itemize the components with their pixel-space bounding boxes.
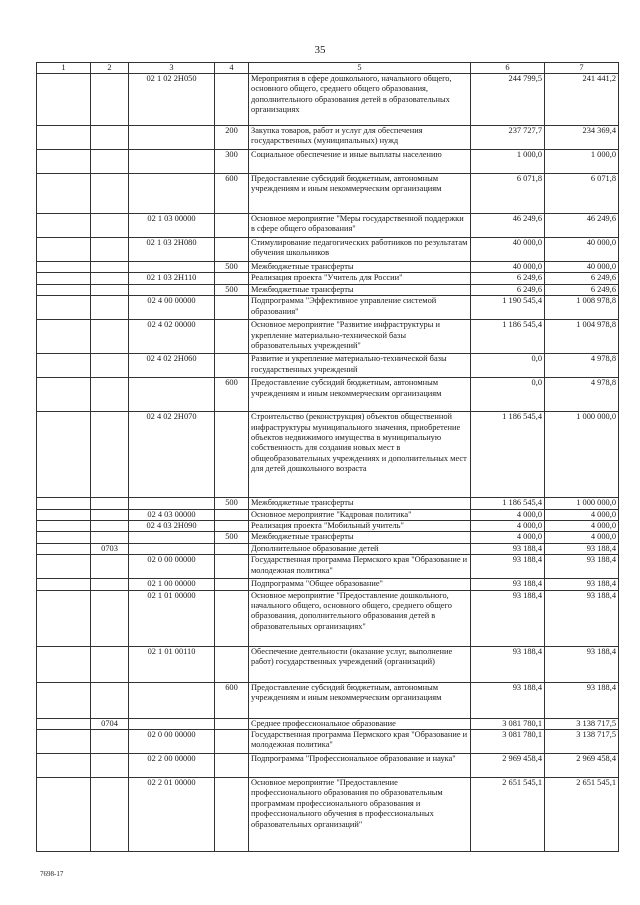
target-code-cell bbox=[129, 682, 215, 718]
target-code-cell bbox=[129, 543, 215, 554]
subsection-cell bbox=[91, 150, 129, 174]
amount-year1-cell: 4 000,0 bbox=[471, 521, 545, 532]
target-code-cell: 02 1 03 00000 bbox=[129, 214, 215, 238]
table-row bbox=[37, 273, 619, 284]
amount-year1-cell: 1 186 545,4 bbox=[471, 320, 545, 354]
target-code-cell bbox=[129, 718, 215, 729]
description-cell: Государственная программа Пермского края "Образование и молодежная политика" bbox=[249, 730, 471, 754]
description-cell: Предоставление субсидий бюджетным, автономным учреждениям и иным некоммерческим организациям bbox=[249, 682, 471, 718]
section-cell bbox=[37, 521, 91, 532]
amount-year1-cell: 4 000,0 bbox=[471, 509, 545, 520]
amount-year2-cell: 93 188,4 bbox=[545, 579, 619, 590]
amount-year1-cell: 93 188,4 bbox=[471, 543, 545, 554]
section-cell bbox=[37, 682, 91, 718]
target-code-cell: 02 2 00 00000 bbox=[129, 754, 215, 778]
table-row bbox=[37, 238, 619, 262]
expense-type-cell bbox=[215, 555, 249, 579]
amount-year1-cell: 0,0 bbox=[471, 378, 545, 412]
section-cell bbox=[37, 214, 91, 238]
target-code-cell bbox=[129, 150, 215, 174]
section-cell bbox=[37, 378, 91, 412]
col-header-5: 5 bbox=[249, 63, 471, 74]
expense-type-cell: 500 bbox=[215, 284, 249, 295]
col-header-4: 4 bbox=[215, 63, 249, 74]
subsection-cell bbox=[91, 238, 129, 262]
table-row bbox=[37, 646, 619, 682]
subsection-cell bbox=[91, 378, 129, 412]
expense-type-cell: 500 bbox=[215, 532, 249, 543]
amount-year1-cell: 4 000,0 bbox=[471, 532, 545, 543]
amount-year1-cell: 40 000,0 bbox=[471, 262, 545, 273]
subsection-cell bbox=[91, 521, 129, 532]
section-cell bbox=[37, 320, 91, 354]
target-code-cell: 02 1 03 2Н110 bbox=[129, 273, 215, 284]
target-code-cell: 02 2 01 00000 bbox=[129, 778, 215, 852]
expense-type-cell bbox=[215, 412, 249, 498]
amount-year1-cell: 6 071,8 bbox=[471, 174, 545, 214]
amount-year2-cell: 1 008 978,8 bbox=[545, 296, 619, 320]
amount-year1-cell: 93 188,4 bbox=[471, 555, 545, 579]
section-cell bbox=[37, 532, 91, 543]
expense-type-cell bbox=[215, 509, 249, 520]
amount-year1-cell: 6 249,6 bbox=[471, 273, 545, 284]
description-cell: Подпрограмма "Эффективное управление системой образования" bbox=[249, 296, 471, 320]
table-row bbox=[37, 590, 619, 646]
expense-type-cell: 500 bbox=[215, 498, 249, 509]
expense-type-cell bbox=[215, 521, 249, 532]
amount-year1-cell: 2 969 458,4 bbox=[471, 754, 545, 778]
expense-type-cell bbox=[215, 354, 249, 378]
amount-year2-cell: 93 188,4 bbox=[545, 682, 619, 718]
description-cell: Обеспечение деятельности (оказание услуг, выполнение работ) государственных учреждений (организаций) bbox=[249, 646, 471, 682]
target-code-cell: 02 0 00 00000 bbox=[129, 730, 215, 754]
amount-year2-cell: 40 000,0 bbox=[545, 262, 619, 273]
section-cell bbox=[37, 74, 91, 126]
description-cell: Дополнительное образование детей bbox=[249, 543, 471, 554]
table-row bbox=[37, 320, 619, 354]
description-cell: Подпрограмма "Общее образование" bbox=[249, 579, 471, 590]
amount-year2-cell: 3 138 717,5 bbox=[545, 730, 619, 754]
amount-year2-cell: 234 369,4 bbox=[545, 126, 619, 150]
table-row bbox=[37, 498, 619, 509]
section-cell bbox=[37, 555, 91, 579]
target-code-cell: 02 1 01 00110 bbox=[129, 646, 215, 682]
description-cell: Основное мероприятие "Развитие инфраструктуры и укрепление материально-технической базы образовательных учреждений" bbox=[249, 320, 471, 354]
amount-year1-cell: 93 188,4 bbox=[471, 590, 545, 646]
table-row bbox=[37, 354, 619, 378]
expense-type-cell bbox=[215, 754, 249, 778]
description-cell: Межбюджетные трансферты bbox=[249, 498, 471, 509]
section-cell bbox=[37, 509, 91, 520]
target-code-cell: 02 0 00 00000 bbox=[129, 555, 215, 579]
description-cell: Среднее профессиональное образование bbox=[249, 718, 471, 729]
expense-type-cell bbox=[215, 543, 249, 554]
table-row bbox=[37, 214, 619, 238]
expense-type-cell: 300 bbox=[215, 150, 249, 174]
expense-type-cell bbox=[215, 320, 249, 354]
amount-year2-cell: 1 000 000,0 bbox=[545, 412, 619, 498]
table-row bbox=[37, 543, 619, 554]
description-cell: Социальное обеспечение и иные выплаты населению bbox=[249, 150, 471, 174]
description-cell: Реализация проекта "Мобильный учитель" bbox=[249, 521, 471, 532]
table-row bbox=[37, 778, 619, 852]
amount-year1-cell: 40 000,0 bbox=[471, 238, 545, 262]
target-code-cell: 02 4 02 2Н070 bbox=[129, 412, 215, 498]
table-row bbox=[37, 126, 619, 150]
col-header-1: 1 bbox=[37, 63, 91, 74]
amount-year2-cell: 2 969 458,4 bbox=[545, 754, 619, 778]
expense-type-cell bbox=[215, 273, 249, 284]
section-cell bbox=[37, 284, 91, 295]
description-cell: Подпрограмма "Профессиональное образование и наука" bbox=[249, 754, 471, 778]
table-row bbox=[37, 718, 619, 729]
section-cell bbox=[37, 543, 91, 554]
budget-table bbox=[36, 62, 619, 852]
subsection-cell bbox=[91, 498, 129, 509]
expense-type-cell bbox=[215, 238, 249, 262]
subsection-cell bbox=[91, 730, 129, 754]
budget-table-body bbox=[37, 74, 619, 852]
table-row bbox=[37, 174, 619, 214]
subsection-cell bbox=[91, 682, 129, 718]
subsection-cell bbox=[91, 273, 129, 284]
target-code-cell bbox=[129, 262, 215, 273]
section-cell bbox=[37, 354, 91, 378]
section-cell bbox=[37, 126, 91, 150]
subsection-cell bbox=[91, 579, 129, 590]
section-cell bbox=[37, 296, 91, 320]
amount-year1-cell: 3 081 780,1 bbox=[471, 730, 545, 754]
amount-year2-cell: 4 000,0 bbox=[545, 521, 619, 532]
section-cell bbox=[37, 150, 91, 174]
amount-year1-cell: 46 249,6 bbox=[471, 214, 545, 238]
description-cell: Межбюджетные трансферты bbox=[249, 532, 471, 543]
expense-type-cell bbox=[215, 646, 249, 682]
section-cell bbox=[37, 412, 91, 498]
description-cell: Стимулирование педагогических работников по результатам обучения школьников bbox=[249, 238, 471, 262]
target-code-cell: 02 1 01 00000 bbox=[129, 590, 215, 646]
table-row bbox=[37, 262, 619, 273]
amount-year1-cell: 1 190 545,4 bbox=[471, 296, 545, 320]
subsection-cell bbox=[91, 555, 129, 579]
amount-year1-cell: 1 000,0 bbox=[471, 150, 545, 174]
amount-year1-cell: 237 727,7 bbox=[471, 126, 545, 150]
header-row bbox=[37, 63, 619, 74]
table-row bbox=[37, 284, 619, 295]
col-header-3: 3 bbox=[129, 63, 215, 74]
description-cell: Межбюджетные трансферты bbox=[249, 284, 471, 295]
description-cell: Основное мероприятие "Меры государственной поддержки в сфере общего образования" bbox=[249, 214, 471, 238]
description-cell: Предоставление субсидий бюджетным, автономным учреждениям и иным некоммерческим организациям bbox=[249, 378, 471, 412]
expense-type-cell: 500 bbox=[215, 262, 249, 273]
amount-year1-cell: 1 186 545,4 bbox=[471, 498, 545, 509]
amount-year2-cell: 4 978,8 bbox=[545, 354, 619, 378]
table-row bbox=[37, 579, 619, 590]
section-cell bbox=[37, 273, 91, 284]
subsection-cell bbox=[91, 509, 129, 520]
expense-type-cell bbox=[215, 730, 249, 754]
subsection-cell bbox=[91, 320, 129, 354]
amount-year1-cell: 93 188,4 bbox=[471, 579, 545, 590]
subsection-cell bbox=[91, 174, 129, 214]
table-row bbox=[37, 555, 619, 579]
section-cell bbox=[37, 238, 91, 262]
subsection-cell bbox=[91, 412, 129, 498]
col-header-2: 2 bbox=[91, 63, 129, 74]
amount-year1-cell: 93 188,4 bbox=[471, 682, 545, 718]
amount-year2-cell: 40 000,0 bbox=[545, 238, 619, 262]
amount-year1-cell: 6 249,6 bbox=[471, 284, 545, 295]
description-cell: Развитие и укрепление материально-технической базы государственных учреждений bbox=[249, 354, 471, 378]
target-code-cell bbox=[129, 174, 215, 214]
amount-year1-cell: 1 186 545,4 bbox=[471, 412, 545, 498]
target-code-cell bbox=[129, 532, 215, 543]
description-cell: Межбюджетные трансферты bbox=[249, 262, 471, 273]
section-cell bbox=[37, 718, 91, 729]
amount-year2-cell: 6 249,6 bbox=[545, 273, 619, 284]
footer-code: 7698-17 bbox=[40, 870, 64, 878]
expense-type-cell bbox=[215, 778, 249, 852]
amount-year2-cell: 4 978,8 bbox=[545, 378, 619, 412]
section-cell bbox=[37, 174, 91, 214]
section-cell bbox=[37, 754, 91, 778]
amount-year2-cell: 1 004 978,8 bbox=[545, 320, 619, 354]
section-cell bbox=[37, 498, 91, 509]
amount-year2-cell: 2 651 545,1 bbox=[545, 778, 619, 852]
amount-year2-cell: 241 441,2 bbox=[545, 74, 619, 126]
table-row bbox=[37, 730, 619, 754]
table-row bbox=[37, 532, 619, 543]
section-cell bbox=[37, 579, 91, 590]
table-row bbox=[37, 74, 619, 126]
col-header-7: 7 bbox=[545, 63, 619, 74]
table-row bbox=[37, 412, 619, 498]
page-number: 35 bbox=[314, 44, 326, 56]
amount-year1-cell: 244 799,5 bbox=[471, 74, 545, 126]
target-code-cell bbox=[129, 378, 215, 412]
amount-year2-cell: 3 138 717,5 bbox=[545, 718, 619, 729]
description-cell: Основное мероприятие "Кадровая политика" bbox=[249, 509, 471, 520]
target-code-cell bbox=[129, 284, 215, 295]
description-cell: Основное мероприятие "Предоставление профессионального образования по образовательным программам профессионального образования и профессионального обучения в профессиональных образовательных организаций" bbox=[249, 778, 471, 852]
target-code-cell bbox=[129, 498, 215, 509]
description-cell: Предоставление субсидий бюджетным, автономным учреждениям и иным некоммерческим организациям bbox=[249, 174, 471, 214]
target-code-cell: 02 4 00 00000 bbox=[129, 296, 215, 320]
description-cell: Реализация проекта "Учитель для России" bbox=[249, 273, 471, 284]
amount-year1-cell: 93 188,4 bbox=[471, 646, 545, 682]
subsection-cell bbox=[91, 646, 129, 682]
expense-type-cell bbox=[215, 214, 249, 238]
target-code-cell bbox=[129, 126, 215, 150]
section-cell bbox=[37, 730, 91, 754]
target-code-cell: 02 1 00 00000 bbox=[129, 579, 215, 590]
table-row bbox=[37, 296, 619, 320]
expense-type-cell bbox=[215, 718, 249, 729]
subsection-cell bbox=[91, 74, 129, 126]
amount-year2-cell: 93 188,4 bbox=[545, 646, 619, 682]
target-code-cell: 02 4 03 2Н090 bbox=[129, 521, 215, 532]
table-row bbox=[37, 509, 619, 520]
expense-type-cell: 200 bbox=[215, 126, 249, 150]
table-row bbox=[37, 150, 619, 174]
subsection-cell: 0704 bbox=[91, 718, 129, 729]
expense-type-cell bbox=[215, 74, 249, 126]
subsection-cell bbox=[91, 354, 129, 378]
amount-year2-cell: 93 188,4 bbox=[545, 590, 619, 646]
table-row bbox=[37, 378, 619, 412]
expense-type-cell bbox=[215, 579, 249, 590]
subsection-cell bbox=[91, 284, 129, 295]
expense-type-cell: 600 bbox=[215, 174, 249, 214]
amount-year2-cell: 4 000,0 bbox=[545, 532, 619, 543]
section-cell bbox=[37, 590, 91, 646]
description-cell: Основное мероприятие "Предоставление дошкольного, начального общего, основного общего, среднего общего образования, дополнительного образования детей в образовательных организациях" bbox=[249, 590, 471, 646]
target-code-cell: 02 1 02 2Н050 bbox=[129, 74, 215, 126]
subsection-cell bbox=[91, 590, 129, 646]
amount-year2-cell: 4 000,0 bbox=[545, 509, 619, 520]
expense-type-cell bbox=[215, 296, 249, 320]
table-row bbox=[37, 682, 619, 718]
expense-type-cell bbox=[215, 590, 249, 646]
amount-year2-cell: 93 188,4 bbox=[545, 543, 619, 554]
subsection-cell bbox=[91, 296, 129, 320]
expense-type-cell: 600 bbox=[215, 682, 249, 718]
description-cell: Государственная программа Пермского края "Образование и молодежная политика" bbox=[249, 555, 471, 579]
subsection-cell bbox=[91, 778, 129, 852]
description-cell: Закупка товаров, работ и услуг для обеспечения государственных (муниципальных) нужд bbox=[249, 126, 471, 150]
amount-year1-cell: 0,0 bbox=[471, 354, 545, 378]
col-header-6: 6 bbox=[471, 63, 545, 74]
description-cell: Строительство (реконструкция) объектов общественной инфраструктуры муниципального значения, приобретение объектов недвижимого имущества в муниципальную собственность для создания новых мест в общеобразовательных учреждениях и дополнительных мест для детей дошкольного возраста bbox=[249, 412, 471, 498]
subsection-cell: 0703 bbox=[91, 543, 129, 554]
target-code-cell: 02 4 03 00000 bbox=[129, 509, 215, 520]
amount-year2-cell: 93 188,4 bbox=[545, 555, 619, 579]
amount-year2-cell: 1 000 000,0 bbox=[545, 498, 619, 509]
subsection-cell bbox=[91, 532, 129, 543]
section-cell bbox=[37, 262, 91, 273]
section-cell bbox=[37, 778, 91, 852]
amount-year1-cell: 2 651 545,1 bbox=[471, 778, 545, 852]
subsection-cell bbox=[91, 262, 129, 273]
table-row bbox=[37, 521, 619, 532]
subsection-cell bbox=[91, 754, 129, 778]
description-cell: Мероприятия в сфере дошкольного, начального общего, основного общего, среднего общего образования, дополнительного образования детей в образовательных организациях bbox=[249, 74, 471, 126]
amount-year2-cell: 6 249,6 bbox=[545, 284, 619, 295]
amount-year2-cell: 6 071,8 bbox=[545, 174, 619, 214]
amount-year2-cell: 1 000,0 bbox=[545, 150, 619, 174]
expense-type-cell: 600 bbox=[215, 378, 249, 412]
subsection-cell bbox=[91, 126, 129, 150]
target-code-cell: 02 4 02 2Н060 bbox=[129, 354, 215, 378]
section-cell bbox=[37, 646, 91, 682]
target-code-cell: 02 1 03 2Н080 bbox=[129, 238, 215, 262]
table-row bbox=[37, 754, 619, 778]
subsection-cell bbox=[91, 214, 129, 238]
target-code-cell: 02 4 02 00000 bbox=[129, 320, 215, 354]
amount-year1-cell: 3 081 780,1 bbox=[471, 718, 545, 729]
amount-year2-cell: 46 249,6 bbox=[545, 214, 619, 238]
